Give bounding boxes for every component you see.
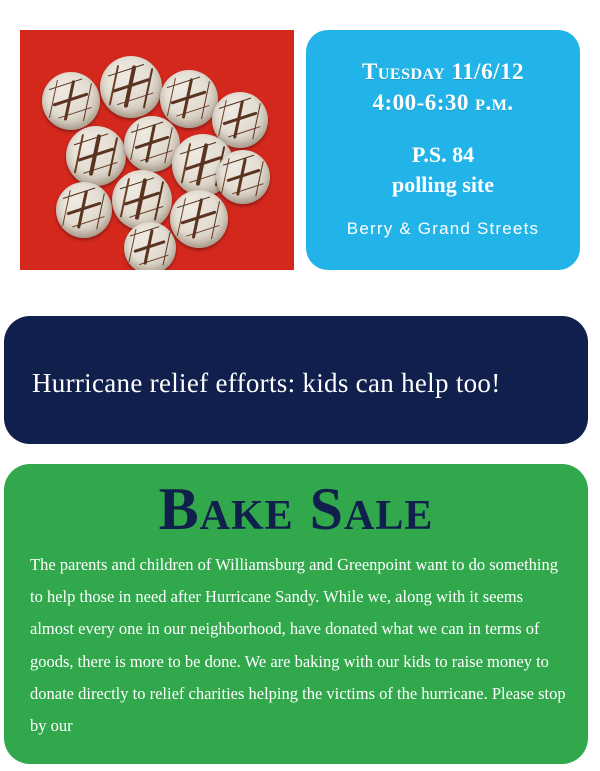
main-content-band xyxy=(4,464,588,764)
cookie-image-element xyxy=(124,222,176,270)
tagline-band xyxy=(4,316,588,444)
cookie-image-element xyxy=(56,182,112,238)
event-location-line-1: P.S. 84 xyxy=(411,142,475,168)
event-date-line-2: 4:00-6:30 p.m. xyxy=(372,90,514,116)
cookie-image-element xyxy=(160,70,218,128)
event-date-line-1: Tuesday 11/6/12 xyxy=(362,59,524,84)
cookie-image-element xyxy=(100,56,162,118)
cookie-photo xyxy=(20,30,294,270)
poster-body-text: The parents and children of Williamsburg and Greenpoint want to do something to help those in need after Hurricane Sandy. While we, along with it seems almost every one in our neighborhood, have donated what we can in terms of goods, there is more to be done. We are baking with our kids to raise money to donate directly to relief charities helping the victims of the hurricane. Please stop by our xyxy=(30,555,566,735)
event-location-line-2: polling site xyxy=(391,171,495,197)
event-cross-streets: Berry & Grand Streets xyxy=(346,219,540,239)
cookie-image-element xyxy=(216,150,270,204)
cookie-image-element xyxy=(42,72,100,130)
tagline-text: Hurricane relief efforts: kids can help too! xyxy=(32,368,501,398)
event-date xyxy=(306,56,580,118)
poster-title: Bake Sale xyxy=(158,476,434,542)
cookie-image-element xyxy=(170,190,228,248)
event-location xyxy=(306,140,580,199)
cookie-image-element xyxy=(112,170,172,230)
cookie-image-element xyxy=(66,126,126,186)
event-info-card xyxy=(306,30,580,270)
